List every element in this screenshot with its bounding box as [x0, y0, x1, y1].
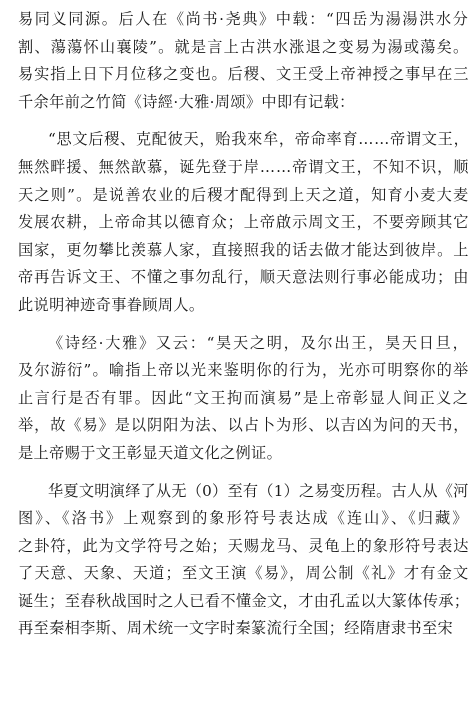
- paragraph-4: [18, 478, 470, 644]
- paragraph-3: [18, 330, 470, 468]
- text-line: 千余年前之竹简《诗經·大雅·周颂》中即有记载：: [18, 92, 355, 111]
- paragraph-gap: [18, 468, 470, 478]
- text-line: 易实指上日下月位移之变也。后稷、文王受上帝神授之事早在三: [18, 65, 470, 84]
- text-line: 华夏文明演绎了从无（0）至有（1）之易变历程。古人从《河: [48, 481, 469, 500]
- text-line: 易同义同源。后人在《尚书·尧典》中载：“四岳为湯湯洪水分: [18, 10, 470, 28]
- text-line: 发展农耕，上帝命其以德育众；上帝啟示周文王，不要旁顾其它: [18, 213, 470, 232]
- text-line: 诞生；至春秋战国时之人已看不懂金文，才由孔孟以大篆体传承；: [18, 591, 470, 610]
- text-line: 天之则”。是说善农业的后稷才配得到上天之道，知育小麦大麦: [18, 185, 470, 204]
- text-line: 無然畔援、無然歆慕，诞先登于岸……帝谓文王，不知不识，顺: [18, 157, 470, 176]
- text-line: 止言行是否有罪。因此“文王拘而演易”是上帝彰显人间正义之: [18, 388, 470, 407]
- text-line: 再至秦相李斯、周术统一文字时秦篆流行全国；经隋唐隶书至宋: [18, 619, 454, 638]
- text-line: 《诗经·大雅》又云：“昊天之明，及尔出王，昊天日旦，: [48, 333, 470, 352]
- text-line: “思文后稷、克配彼天，贻我來牟，帝命率育……帝谓文王，: [48, 130, 470, 149]
- text-line: 图》、《洛书》上观察到的象形符号表达成《连山》、《归藏》: [18, 509, 470, 528]
- text-line: 帝再告诉文王、不懂之事勿乱行，顺天意法则行事必能成功；由: [18, 268, 470, 287]
- text-line: 此说明神迹奇事眷顾周人。: [18, 295, 205, 314]
- paragraph-gap: [18, 116, 470, 126]
- text-line: 举，故《易》是以阴阳为法、以占卜为形、以吉凶为问的天书，: [18, 416, 470, 435]
- paragraph-2: [18, 126, 470, 319]
- text-line: 了天意、天象、天道；至文王演《易》，周公制《礼》才有金文: [18, 564, 470, 583]
- text-line: 之卦符，此为文学符号之始；天赐龙马、灵龟上的象形符号表达: [18, 536, 470, 555]
- paragraph-1: [18, 6, 470, 116]
- paragraph-gap: [18, 320, 470, 330]
- text-line: 是上帝赐于文王彰显天道文化之例证。: [18, 443, 283, 462]
- text-line: 及尔游衍”。喻指上帝以光来鉴明你的行为，光亦可明察你的举: [18, 361, 470, 380]
- text-line: 割、蕩蕩怀山襄陵”。就是言上古洪水涨退之变易为湯或蕩矣。: [18, 37, 470, 56]
- text-line: 国家，更勿攀比羡慕人家，直接照我的话去做才能达到彼岸。上: [18, 240, 470, 259]
